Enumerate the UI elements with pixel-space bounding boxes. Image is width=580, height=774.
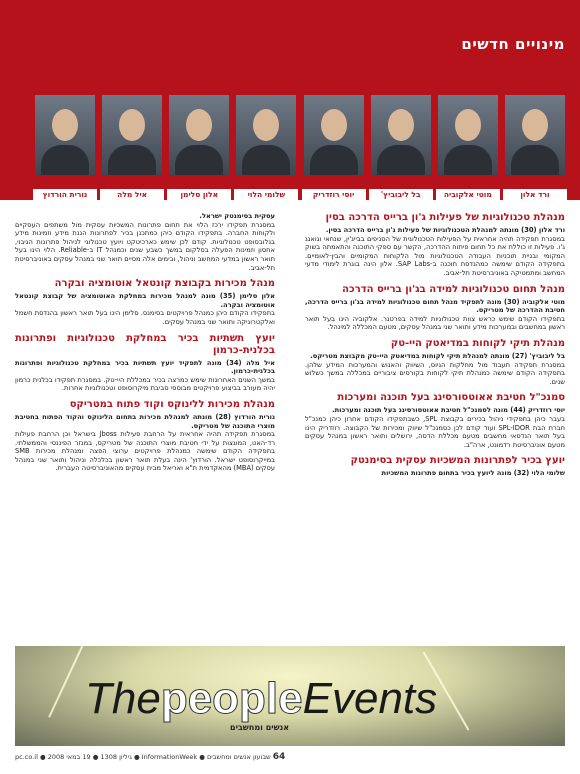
section-body: בתפקידו הקודם כיהן כמנהל פרויקטים בסימנס. סלימן הינו בעל תואר ראשון בהנדסת חשמל ואלקטרוניקה ותואר שני במנהל עסקים. — [15, 309, 275, 326]
section-heading: מנהלת טכנולוגיות של פעילות ג'ון ברייס הדרכה בסין — [325, 212, 565, 223]
appointment-section — [305, 284, 565, 332]
person-name: ורד אלון — [503, 189, 567, 200]
person-name: יוסי רוזדריק — [302, 189, 366, 200]
person-card — [102, 95, 162, 199]
person-card — [505, 95, 565, 199]
section-body: בעבר כיהן בתפקידי ניהול בכירים בקבוצת SPL, כשבתפקידו הקודם אחרון כיהן כמנכ"ל חברת הבת SPL-IDOR ועוד קודם לכן כסמנכ"ל שיווק ומכירות של הקבוצה. רוזדריק הינו בעל תואר הנדסאי מחשבים מטעם מכללת הדסה, ירושלים ותואר ראשון במנהל עסקים מטעם אוניברסיטת רדמונט, ארה"ב. — [305, 414, 565, 449]
events-banner — [15, 646, 565, 746]
person-name: בל ליבוביץ' — [369, 189, 433, 200]
page-footer — [15, 752, 565, 766]
section-heading: יועץ תשתיות בכיר במחלקת טכנולוגיות ופתרונות בכלנית-כרמון — [15, 332, 275, 356]
person-name: שלומי הלוי — [234, 189, 298, 200]
appointment-section — [305, 392, 565, 449]
person-name: אלון סלימן — [167, 189, 231, 200]
page-header — [0, 0, 580, 200]
section-heading: מנהלת מכירות ללינוקס וקוד פתוח במטריקס — [69, 398, 275, 410]
person-name: מוטי אלקוביה — [436, 189, 500, 200]
left-column — [15, 212, 275, 479]
section-heading: מנהל תחום טכנולוגיות למידה בג'ון ברייס הדרכה — [342, 283, 565, 295]
lightning-decoration — [48, 646, 84, 718]
right-column — [305, 212, 565, 484]
section-body: במסגרת תפקידה תהיה אחראית על הפעילות הטכנולוגית של הסניפים בבייג'ין, שנחאי וגואנג ג'ו. פעילות זו כוללת את כל תחום פיתוח ההדרכה, הקשר עם ספקי התוכנה והתאמתה בשוק המקומי ובניית תוכניות העבודה הטכנולוגיות מול הלקוחות המקומיים והבין-לאומיים. בתפקידה הקודם שימשה כמהנדסת תוכנה ב-SAP Labs. אלון הינה בוגרת לימודי מדעי המחשב ומתמטיקה באוניברסיטת תל-אביב. — [305, 234, 565, 277]
section-lead: ורד אלון (30) מונתה למנהלת הטכנולוגיות של פעילות ג'ון ברייס הדרכה בסין. — [325, 226, 565, 234]
section-lead: נורית הורדוץ (28) מונתה למנהלת מכירות בתחום הלינוקס והקוד הפתוח בחטיבת מוצרי התוכנה של מטריקס. — [15, 412, 276, 430]
section-heading: סמנכ"ל חטיבת אאוטסורסינג בעל תוכנה ומערכות — [337, 392, 565, 404]
section-lead: בל ליבוביץ' (27) מונתה למנהלת תיקי לקוחות במדיאטק היי-טק מקבוצת מטריקס. — [310, 351, 565, 360]
section-lead: מוטי אלקוביה (30) מונה לתפקיד מנהל תחום טכנולוגיות למידה בג'ון ברייס הדרכה, חטיבת ההדרכה של מטריקס. — [305, 297, 565, 315]
section-heading: מנהלת תיקי לקוחות במדיאטק היי-טק — [390, 337, 565, 349]
appointment-section — [15, 278, 275, 326]
section-title: מינויים חדשים — [461, 35, 565, 53]
person-name: נורית הורדוץ — [33, 189, 97, 200]
section-body: במשך השנים האחרונות שימש כמרצה בכיר במכללת היי-טק. במסגרת תפקידו בכלנית כרמון יהיה מעורב בביצוע פרויקטים מבוססי סביבת מיקרוסופט וטכנולוגיות אחרות. — [15, 375, 275, 393]
section-body: במסגרת תפקידה תהיה אחראית על הרחבת פעילות Jboss בישראל וכן הרחבת פעילות רד-האט, המוגצות על ידי חטיבת מוצרי התוכנה של מטריקס, במגזר הפיננסי והממשלתי. בתפקידה הקודם שימשה כמנהלת פרויקטים ערוצי הפצה ומנהלת מכירות SMB במייקרוסופט ישראל. הורדוץ' הינה בעלת תואר ראשון בכלכלה וניהול ותואר שני במנהל עסקים (MBA) מהאקדמית ת"א ואריאל מבית עסקים מהאוניברסיטה העברית. — [15, 430, 275, 473]
person-card — [35, 95, 95, 199]
portrait-photo — [371, 95, 431, 175]
brand-tagline: אנשים ומחשבים — [230, 723, 290, 732]
person-card — [236, 95, 296, 199]
person-card — [371, 95, 431, 199]
section-body: במסגרת תפקידו ירכז הלוי את תחום פתרונות המשכיות עסקית מול משתפים העסקיים ולקוחות החברה. בתפקידו הקודם כיהן כמתכנן בכיר לפתרונות הגנת מידע וזמינות מידע בגלובסופט טכנולוגיות. קודם לכן שימש כארכיטקט ויועץ טכנולוגי לניהול פתרונות הגיבוי, אחסון וזמינות הפעלה בסלקום במשך כשבע שנים וכמנהל IT ב-Reliable. הלוי הינו בעל תואר ראשון במדעי המחשב וניהול, ובימים אלה מסיים תואר שני במנהל עסקים באוניברסיטת תל-אביב. — [15, 220, 275, 272]
photo-strip — [35, 95, 565, 199]
section-body: בתפקידו הקודם שימש כראש צוות טכנולוגיות למידה בפרטנר. אלקוביה הינו בעל תואר ראשון במחשבים ובמערכות מידע ותואר שני במנהל עסקים, מטעם המכללה למינהל. — [305, 314, 565, 332]
footer-text: שבועון אנשים ומחשבים ● InformationWeek ● גיליון 1308 ● 19 במאי 2008 ● pc.co.il — [15, 753, 271, 761]
section-heading: מנהל מכירות בקבוצת קונטאל אוטומציה ובקרה — [54, 278, 275, 290]
portrait-photo — [505, 95, 565, 175]
brand-the: The — [85, 674, 161, 723]
appointment-section — [15, 333, 275, 393]
brand-logo — [85, 674, 437, 724]
section-heading: יועץ בכיר לפתרונות המשכיות עסקית בסימנטק — [350, 455, 565, 467]
person-card — [169, 95, 229, 199]
section-lead: שלומי הלוי (32) מונה ליועץ בכיר בתחום פתרונות המשכיות — [381, 469, 565, 478]
section-lead: איל מלה (34) מונה לתפקיד יועץ תשתיות בכיר במחלקת טכנולוגיות ופתרונות בכלנית-כרמון. — [15, 358, 275, 376]
page-number: 64 — [272, 752, 286, 762]
section-body: במסגרת תפקידה תעבוד מול מחלקות הגיוס, השיווק והאנוש והמערכות המידע שלהן. בתפקידה הקודם שימשה כמנהלת תיקי לקוחות בקורסים ציבוריים במכללה במשך כשלוש שנים. — [305, 360, 565, 386]
appointment-section — [305, 455, 565, 478]
portrait-photo — [169, 95, 229, 175]
person-name: איל מלה — [100, 189, 164, 200]
portrait-photo — [35, 95, 95, 175]
section-lead: אלון סלימן (35) מונה למנהל מכירות במחלקת האוטומציה של קבוצת קונטאל אוטומציה ובקרה. — [15, 292, 275, 309]
appointment-section — [305, 338, 565, 386]
appointment-section — [15, 399, 275, 473]
appointment-section — [15, 212, 275, 272]
appointment-section — [305, 212, 565, 278]
portrait-photo — [102, 95, 162, 175]
section-lead: יוסי רוזדריק (44) מונה לסמנכ"ל חטיבת אאוטסורסינג בעל תוכנה ומערכות. — [332, 406, 565, 415]
section-lead: עסקית בסימנטק ישראל. — [199, 212, 275, 220]
brand-people: people — [160, 674, 303, 723]
person-card — [304, 95, 364, 199]
article-columns — [15, 212, 565, 637]
person-card — [438, 95, 498, 199]
portrait-photo — [438, 95, 498, 175]
portrait-photo — [236, 95, 296, 175]
portrait-photo — [304, 95, 364, 175]
brand-events: Events — [302, 674, 438, 723]
